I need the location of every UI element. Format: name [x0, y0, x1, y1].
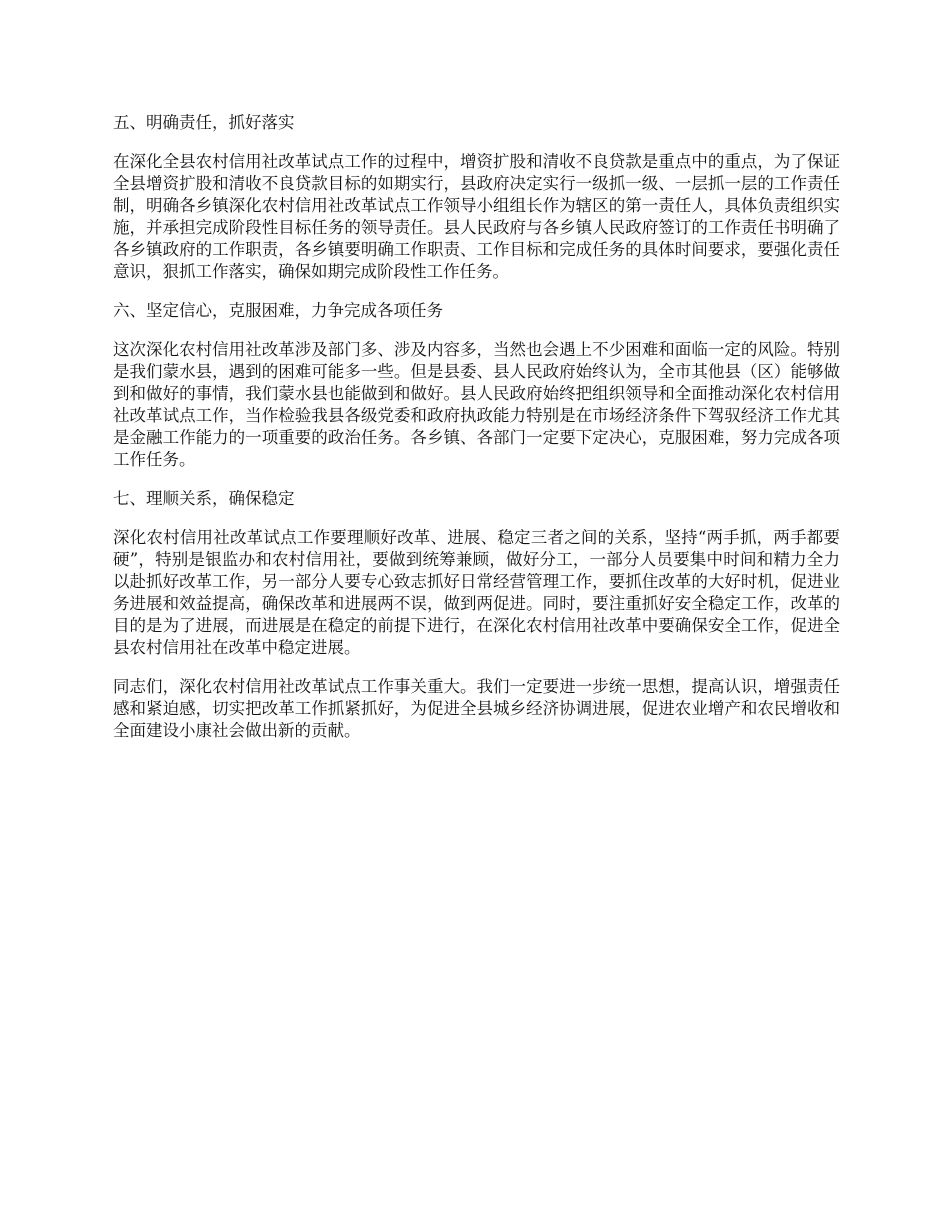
paragraph: 深化农村信用社改革试点工作要理顺好改革、进展、稳定三者之间的关系，坚持“两手抓，两手都要硬”，特别是银监办和农村信用社，要做到统筹兼顾，做好分工，一部分人员要集中时间和精力全力以赴抓好改革工作，另一部分人要专心致志抓好日常经营管理工作，要抓住改革的大好时机，促进业务进展和效益提高，确保改革和进展两不误，做到两促进。同时，要注重抓好安全稳定工作，改革的目的是为了进展，而进展是在稳定的前提下进行，在深化农村信用社改革中要确保安全工作，促进全县农村信用社在改革中稳定进展。	[113, 528, 840, 657]
section-5	[113, 112, 840, 283]
section-heading: 五、明确责任，抓好落实	[113, 113, 295, 132]
section-heading: 七、理顺关系，确保稳定	[113, 489, 295, 508]
section-heading: 六、坚定信心，克服困难，力争完成各项任务	[113, 301, 443, 320]
document-page	[113, 112, 840, 759]
section-7	[113, 488, 840, 742]
closing-paragraph: 同志们，深化农村信用社改革试点工作事关重大。我们一定要进一步统一思想，提高认识，增强责任感和紧迫感，切实把改革工作抓紧抓好，为促进全县城乡经济协调进展，促进农业增产和农民增收和全面建设小康社会做出新的贡献。	[113, 677, 840, 740]
section-6	[113, 300, 840, 471]
paragraph: 在深化全县农村信用社改革试点工作的过程中，增资扩股和清收不良贷款是重点中的重点，为了保证全县增资扩股和清收不良贷款目标的如期实行，县政府决定实行一级抓一级、一层抓一层的工作责任制，明确各乡镇深化农村信用社改革试点工作领导小组组长作为辖区的第一责任人，具体负责组织实施，并承担完成阶段性目标任务的领导责任。县人民政府与各乡镇人民政府签订的工作责任书明确了各乡镇政府的工作职责，各乡镇要明确工作职责、工作目标和完成任务的具体时间要求，要强化责任意识，狠抓工作落实，确保如期完成阶段性工作任务。	[113, 152, 840, 281]
paragraph: 这次深化农村信用社改革涉及部门多、涉及内容多，当然也会遇上不少困难和面临一定的风险。特别是我们蒙水县，遇到的困难可能多一些。但是县委、县人民政府始终认为，全市其他县（区）能够做到和做好的事情，我们蒙水县也能做到和做好。县人民政府始终把组织领导和全面推动深化农村信用社改革试点工作，当作检验我县各级党委和政府执政能力特别是在市场经济条件下驾驭经济工作尤其是金融工作能力的一项重要的政治任务。各乡镇、各部门一定要下定决心，克服困难，努力完成各项工作任务。	[113, 340, 840, 469]
